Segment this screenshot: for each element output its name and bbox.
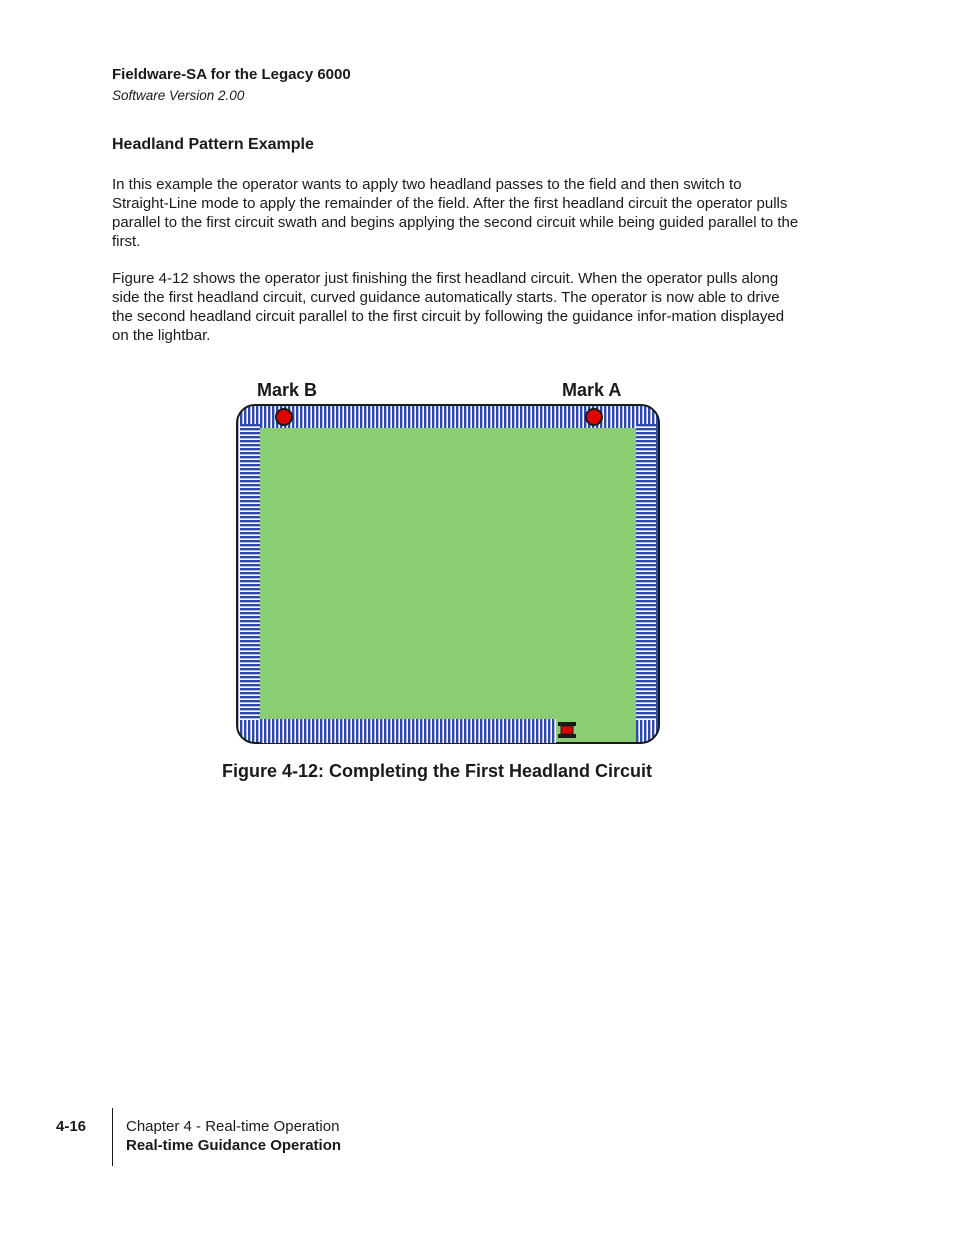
footer-section: Real-time Guidance Operation [126,1137,342,1154]
section-heading: Headland Pattern Example [112,136,314,153]
footer-divider [112,1108,113,1166]
vehicle-icon [558,722,576,738]
page-number: 4-16 [56,1118,87,1135]
left-swath [240,424,260,720]
paragraph-intro: In this example the operator wants to apply two headland passes to the field and then switch to Straight-Line mode to apply the remainder of the field. After the first headland circuit the operator pulls parallel to the first circuit swath and begins applying the second circuit while being guided parallel to the first. [112,176,799,250]
mark-a-point [586,409,602,425]
software-version: Software Version 2.00 [112,88,245,103]
mark-b-label: Mark B [257,380,318,400]
mark-b-point [276,409,292,425]
headland-field-diagram [232,376,664,752]
right-swath [636,424,656,720]
mark-a-label: Mark A [562,380,622,400]
document-title: Fieldware-SA for the Legacy 6000 [112,66,351,83]
paragraph-figure-description: Figure 4-12 shows the operator just finishing the first headland circuit. When the operator pulls along side the first headland circuit, curved guidance automatically starts. The operator is now able to drive the second headland circuit parallel to the first circuit by following the guidance infor-mation displayed on the lightbar. [112,270,785,344]
figure-caption: Figure 4-12: Completing the First Headland Circuit [222,761,653,781]
footer-chapter: Chapter 4 - Real-time Operation [126,1118,340,1135]
headland-figure [232,376,664,752]
top-swath [257,408,631,428]
unapplied-field-area [260,428,636,743]
